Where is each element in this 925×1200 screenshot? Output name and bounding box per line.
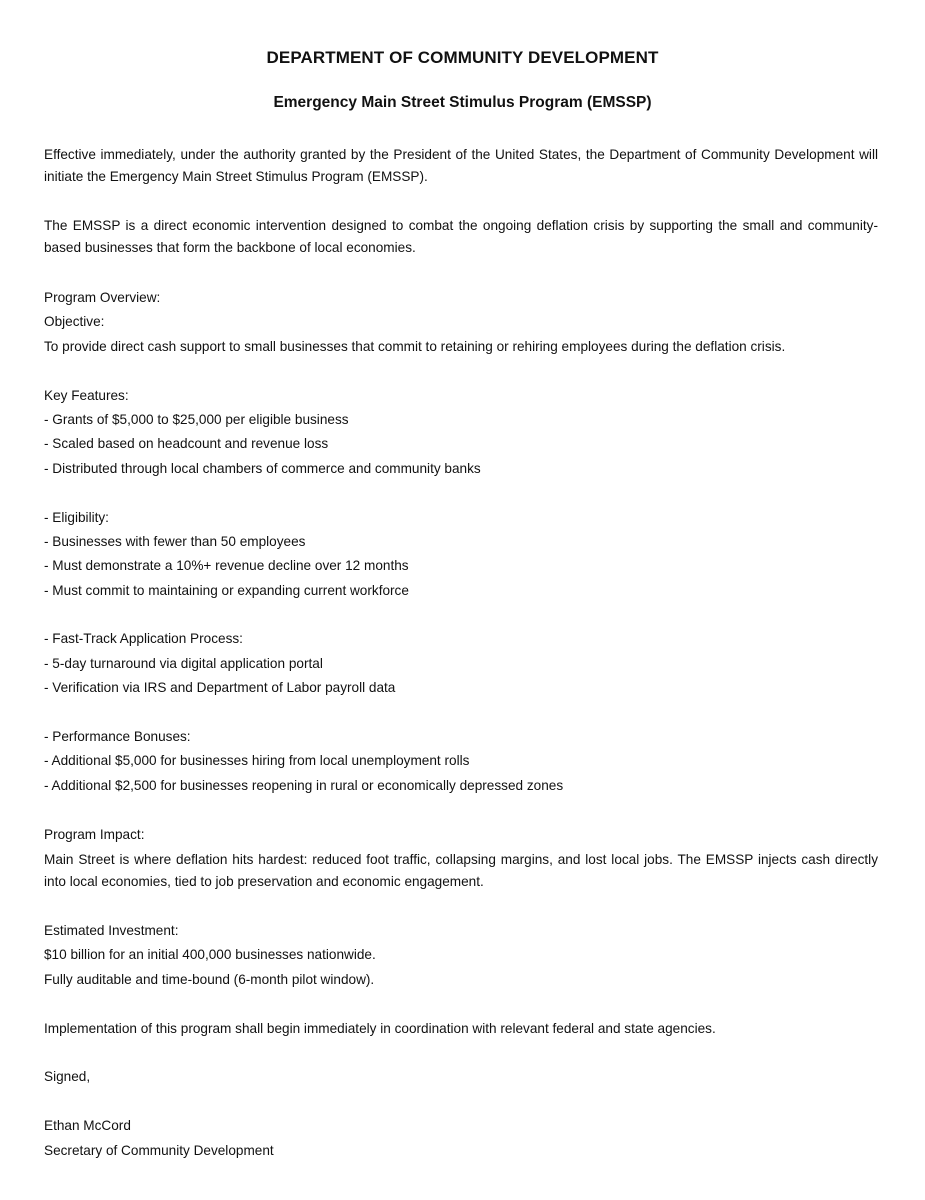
- list-item: - Verification via IRS and Department of Labor payroll data: [44, 680, 396, 696]
- list-item: - Scaled based on headcount and revenue loss: [44, 436, 329, 452]
- program-impact-heading: Program Impact:: [44, 826, 145, 842]
- list-item: - 5-day turnaround via digital application portal: [44, 655, 323, 671]
- list-item: - Businesses with fewer than 50 employees: [44, 533, 306, 549]
- program-impact-section: [44, 823, 878, 893]
- document-subtitle: Emergency Main Street Stimulus Program (EMSSP): [273, 94, 652, 111]
- document-title: DEPARTMENT OF COMMUNITY DEVELOPMENT: [266, 48, 659, 67]
- eligibility-section: [44, 506, 878, 604]
- signature-block: [44, 1114, 878, 1163]
- investment-line-2: Fully auditable and time-bound (6-month pilot window).: [44, 971, 375, 987]
- list-item: - Distributed through local chambers of commerce and community banks: [44, 460, 481, 476]
- implementation-text: Implementation of this program shall begin immediately in coordination with relevant federal and state agencies.: [44, 1020, 716, 1036]
- program-overview-section: [44, 286, 878, 359]
- list-item: - Additional $5,000 for businesses hiring from local unemployment rolls: [44, 753, 470, 769]
- intro-paragraph-2: The EMSSP is a direct economic intervention designed to combat the ongoing deflation crisis by supporting the small and community-based businesses that form the backbone of local economies.: [44, 218, 878, 255]
- eligibility-heading: - Eligibility:: [44, 509, 109, 525]
- document-body: [44, 144, 878, 1163]
- program-impact-text: Main Street is where deflation hits hardest: reduced foot traffic, collapsing margins, and lost local jobs. The EMSSP injects cash directly into local economies, tied to job preservation and economic engagement.: [44, 851, 878, 889]
- signed-label: Signed,: [44, 1069, 91, 1085]
- key-features-section: [44, 384, 878, 482]
- fast-track-heading: - Fast-Track Application Process:: [44, 631, 243, 647]
- list-item: - Additional $2,500 for businesses reopening in rural or economically depressed zones: [44, 777, 564, 793]
- performance-bonuses-section: [44, 725, 878, 798]
- program-overview-heading: Program Overview:: [44, 290, 161, 305]
- fast-track-section: [44, 627, 878, 700]
- list-item: - Grants of $5,000 to $25,000 per eligible business: [44, 411, 349, 427]
- key-features-heading: Key Features:: [44, 387, 129, 403]
- investment-line-1: $10 billion for an initial 400,000 businesses nationwide.: [44, 947, 376, 963]
- implementation-section: [44, 1017, 878, 1041]
- objective-label: Objective:: [44, 314, 105, 330]
- list-item: - Must demonstrate a 10%+ revenue decline over 12 months: [44, 558, 409, 574]
- performance-bonuses-heading: - Performance Bonuses:: [44, 729, 191, 745]
- estimated-investment-heading: Estimated Investment:: [44, 922, 179, 938]
- signatory-name: Ethan McCord: [44, 1118, 131, 1134]
- signatory-title: Secretary of Community Development: [44, 1142, 274, 1158]
- signed-section: [44, 1065, 878, 1089]
- estimated-investment-section: [44, 919, 878, 992]
- intro-paragraph-1: Effective immediately, under the authority granted by the President of the United States, the Department of Community Development will initiate the Emergency Main Street Stimulus Program (EMSSP).: [44, 147, 878, 184]
- list-item: - Must commit to maintaining or expanding current workforce: [44, 582, 409, 598]
- objective-text: To provide direct cash support to small businesses that commit to retaining or rehiring employees during the deflation crisis.: [44, 338, 786, 354]
